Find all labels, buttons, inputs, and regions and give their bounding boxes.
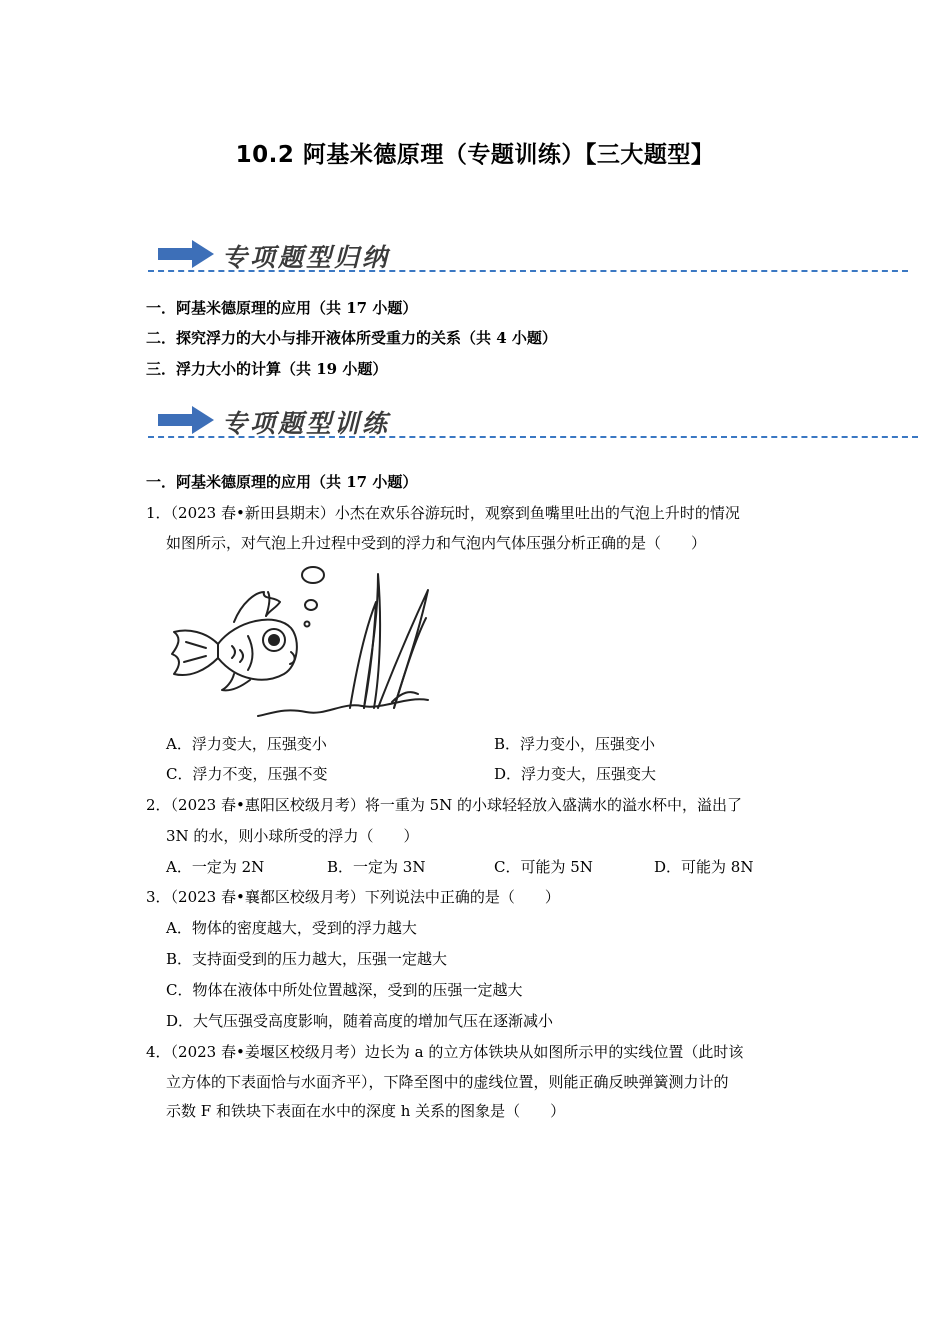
question-1-line-1: 1．（2023 春•新田县期末）小杰在欢乐谷游玩时，观察到鱼嘴里吐出的气泡上升时的情况	[146, 504, 740, 522]
question-3-line-1: 3．（2023 春•襄都区校级月考）下列说法中正确的是（ ）	[146, 888, 560, 906]
banner-label: 专项题型归纳	[222, 243, 391, 272]
option-1-C: C．浮力不变，压强不变	[166, 765, 328, 783]
fish-bubble-figure	[166, 562, 436, 722]
option-3-C: C．物体在液体中所处位置越深，受到的压强一定越大	[166, 981, 523, 999]
question-4-line-3: 示数 F 和铁块下表面在水中的深度 h 关系的图象是（ ）	[166, 1102, 566, 1120]
toc-item-2: 二．探究浮力的大小与排开液体所受重力的关系（共 4 小题）	[146, 329, 557, 347]
page-title: 10.2 阿基米德原理（专题训练）【三大题型】	[235, 142, 715, 168]
question-1-line-2: 如图所示，对气泡上升过程中受到的浮力和气泡内气体压强分析正确的是（ ）	[166, 534, 707, 552]
option-3-B: B．支持面受到的压力越大，压强一定越大	[166, 950, 448, 968]
banner-label: 专项题型训练	[222, 409, 391, 438]
question-4-line-1: 4．（2023 春•姜堰区校级月考）边长为 a 的立方体铁块从如图所示甲的实线位置（此时该	[146, 1043, 744, 1061]
section-banner-training	[148, 402, 918, 442]
arrow-right-icon	[158, 406, 214, 434]
question-2-line-1: 2．（2023 春•惠阳区校级月考）将一重为 5N 的小球轻轻放入盛满水的溢水杯中，溢出了	[146, 796, 743, 814]
section-heading: 一．阿基米德原理的应用（共 17 小题）	[146, 473, 418, 491]
question-2-line-2: 3N 的水，则小球所受的浮力（ ）	[166, 827, 419, 845]
toc-item-1: 一．阿基米德原理的应用（共 17 小题）	[146, 299, 418, 317]
dashed-divider	[148, 270, 908, 272]
option-3-D: D．大气压强受高度影响，随着高度的增加气压在逐渐减小	[166, 1012, 554, 1030]
section-banner-summary	[148, 236, 908, 276]
toc-item-3: 三．浮力大小的计算（共 19 小题）	[146, 360, 388, 378]
option-3-A: A．物体的密度越大，受到的浮力越大	[166, 919, 417, 937]
option-2-A: A．一定为 2N	[166, 858, 265, 876]
option-1-D: D．浮力变大，压强变大	[494, 765, 657, 783]
option-2-D: D．可能为 8N	[654, 858, 754, 876]
option-1-A: A．浮力变大，压强变小	[166, 735, 327, 753]
option-1-B: B．浮力变小，压强变小	[494, 735, 656, 753]
dashed-divider	[148, 436, 918, 438]
question-4-line-2: 立方体的下表面恰与水面齐平），下降至图中的虚线位置，则能正确反映弹簧测力计的	[166, 1073, 729, 1091]
option-2-B: B．一定为 3N	[327, 858, 426, 876]
option-2-C: C．可能为 5N	[494, 858, 593, 876]
arrow-right-icon	[158, 240, 214, 268]
